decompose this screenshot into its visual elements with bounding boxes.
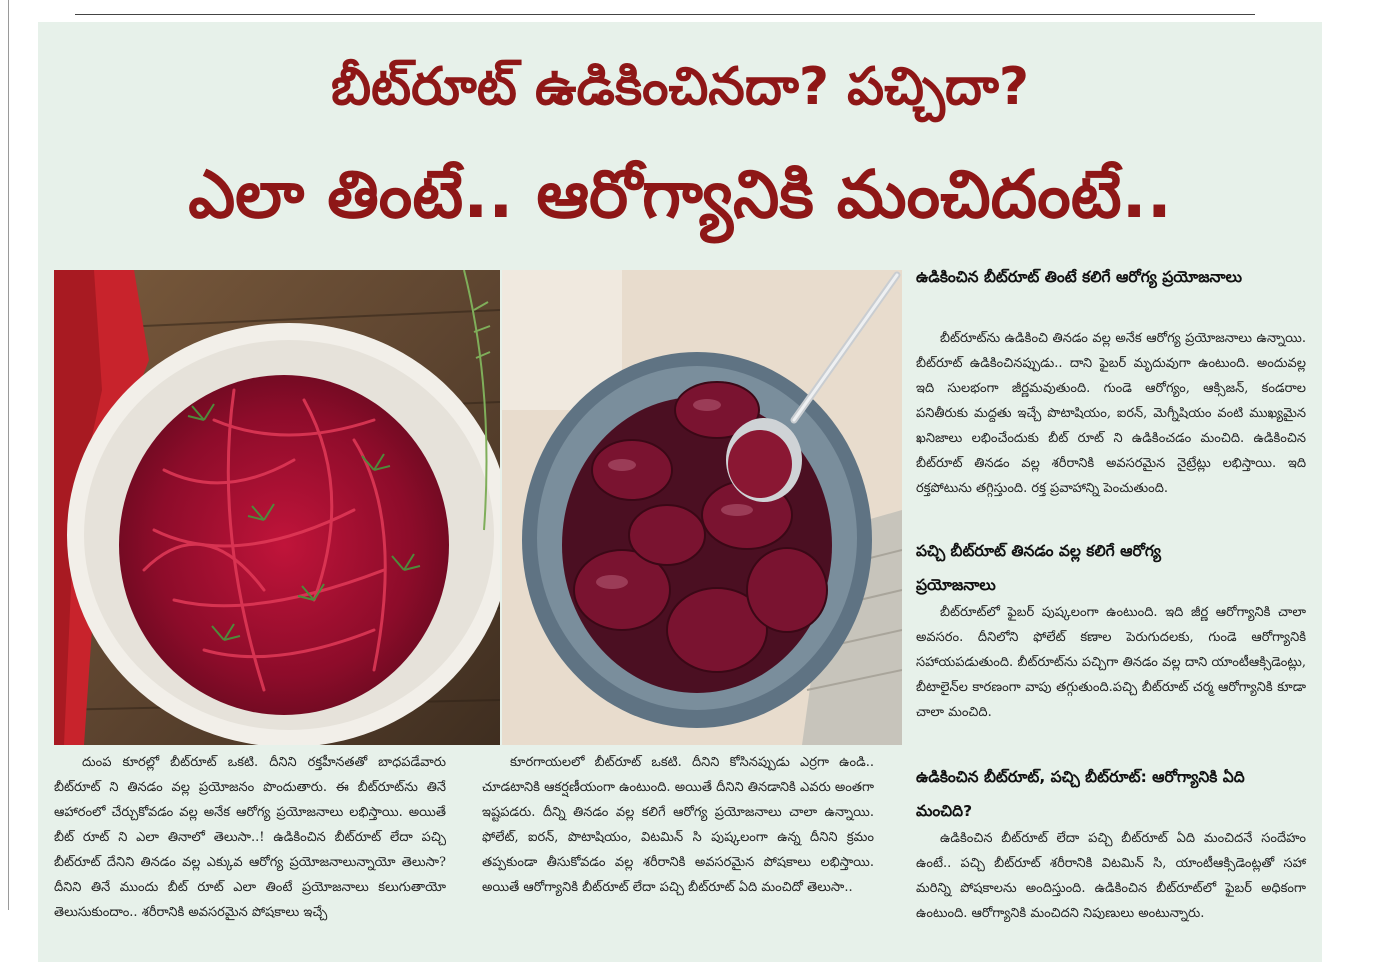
headline-line-1: బీట్‌రూట్ ఉడికించినదా? పచ్చిదా? [330,57,1030,117]
headline-line-2: ఎలా తింటే.. ఆరోగ్యానికి మంచిదంటే.. [188,156,1172,233]
subheading-raw-benefits: పచ్చి బీట్‌రూట్ తినడం వల్ల కలిగే ఆరోగ్య ప్రయోజనాలు [916,542,1161,594]
subheading-boiled-benefits: ఉడికించిన బీట్‌రూట్ తింటే కలిగే ఆరోగ్య ప్రయోజనాలు [916,268,1242,286]
body-column-1: దుంప కూరల్లో బీట్‌రూట్ ఒకటి. దీనిని రక్తహీనతతో బాధపడేవారు బీట్‌రూట్ ని తినడం వల్ల ప్రయోజనం పొందుతారు. ఈ బీట్‌రూట్‌ను తినే ఆహారంలో చేర్చుకోవడం వల్ల అనేక ఆరోగ్య ప్రయోజనాలు లభిస్తాయి. అయితే బీట్ రూట్ ని ఎలా తినాలో తెలుసా..! ఉడికించిన బీట్‌రూట్ లేదా పచ్చి బీట్‌రూట్ దేనిని తినడం వల్ల ఎక్కువ ఆరోగ్య ప్రయోజనాలున్నాయో తెలుసా? దీనిని తినే ముందు బీట్ రూట్ ఎలా తింటే ప్రయోజనాలు కలుగుతాయో తెలుసుకుందాం.. శరీరానికి అవసరమైన పోషకాలు ఇచ్చే [54,755,446,920]
raw-beetroot-salad-photo [54,270,500,745]
body-column-2: కూరగాయలలో బీట్‌రూట్ ఒకటి. దీనిని కోసినప్పుడు ఎర్రగా ఉండి.. చూడటానికి ఆకర్షణీయంగా ఉంటుంది. అయితే దీనిని తినడానికి ఎవరు అంతగా ఇష్టపడరు. దీన్ని తినడం వల్ల కలిగే ఆరోగ్య ప్రయోజనాలు చాలా ఉన్నాయి. ఫోలేట్, ఐరన్, పొటాషియం, విటమిన్ సి పుష్కలంగా ఉన్న దీనిని క్రమం తప్పకుండా తీసుకోవడం వల్ల శరీరానికి అవసరమైన పోషకాలు లభిస్తాయి. అయితే ఆరోగ్యానికి బీట్‌రూట్ లేదా పచ్చి బీట్‌రూట్ ఏది మంచిదో తెలుసా.. [482,755,874,895]
paragraph-which-is-better: ఉడికించిన బీట్‌రూట్ లేదా పచ్చి బీట్‌రూట్ ఏది మంచిదనే సందేహం ఉంటే.. పచ్చి బీట్‌రూట్ శరీరానికి విటమిన్ సి, యాంటీఆక్సిడెంట్లతో సహా మరిన్ని పోషకాలను అందిస్తుంది. ఉడికించిన బీట్‌రూట్‌లో ఫైబర్ అధికంగా ఉంటుంది. ఆరోగ్యానికి మంచిదని నిపుణులు అంటున్నారు. [916,831,1306,921]
page-edge-rule [8,0,9,910]
paragraph-raw-benefits: బీట్‌రూట్‌లో ఫైబర్ పుష్కలంగా ఉంటుంది. ఇది జీర్ణ ఆరోగ్యానికి చాలా అవసరం. దీనిలోని ఫోలేట్ కణాల పెరుగుదలకు, గుండె ఆరోగ్యానికి సహాయపడుతుంది. బీట్‌రూట్‌ను పచ్చిగా తినడం వల్ల దాని యాంటీఆక్సిడెంట్లు, బీటాలైన్‌ల కారణంగా వాపు తగ్గుతుంది.పచ్చి బీట్‌రూట్ చర్మ ఆరోగ్యానికి కూడా చాలా మంచిది. [916,605,1306,720]
article-panel [38,22,1322,962]
paragraph-boiled-benefits: బీట్‌రూట్‌ను ఉడికించి తినడం వల్ల అనేక ఆరోగ్య ప్రయోజనాలు ఉన్నాయి. బీట్‌రూట్ ఉడికించినప్పుడు.. దాని ఫైబర్ మృదువుగా ఉంటుంది. అందువల్ల ఇది సులభంగా జీర్ణమవుతుంది. గుండె ఆరోగ్యం, ఆక్సిజన్, కండరాల పనితీరుకు మద్దతు ఇచ్చే పొటాషియం, ఐరన్, మెగ్నీషియం వంటి ముఖ్యమైన ఖనిజాలు లభించేందుకు బీట్ రూట్ ని ఉడికించడం మంచిది. ఉడికించిన బీట్‌రూట్ తినడం వల్ల శరీరానికి అవసరమైన నైట్రేట్లు లభిస్తాయి. ఇది రక్తపోటును తగ్గిస్తుంది. రక్త ప్రవాహాన్ని పెంచుతుంది. [916,331,1306,496]
subheading-which-is-better: ఉడికించిన బీట్‌రూట్, పచ్చి బీట్‌రూట్: ఆరోగ్యానికి ఏది మంచిది? [916,768,1245,820]
page-top-rule [75,14,1255,15]
boiled-beetroot-photo [502,270,902,745]
